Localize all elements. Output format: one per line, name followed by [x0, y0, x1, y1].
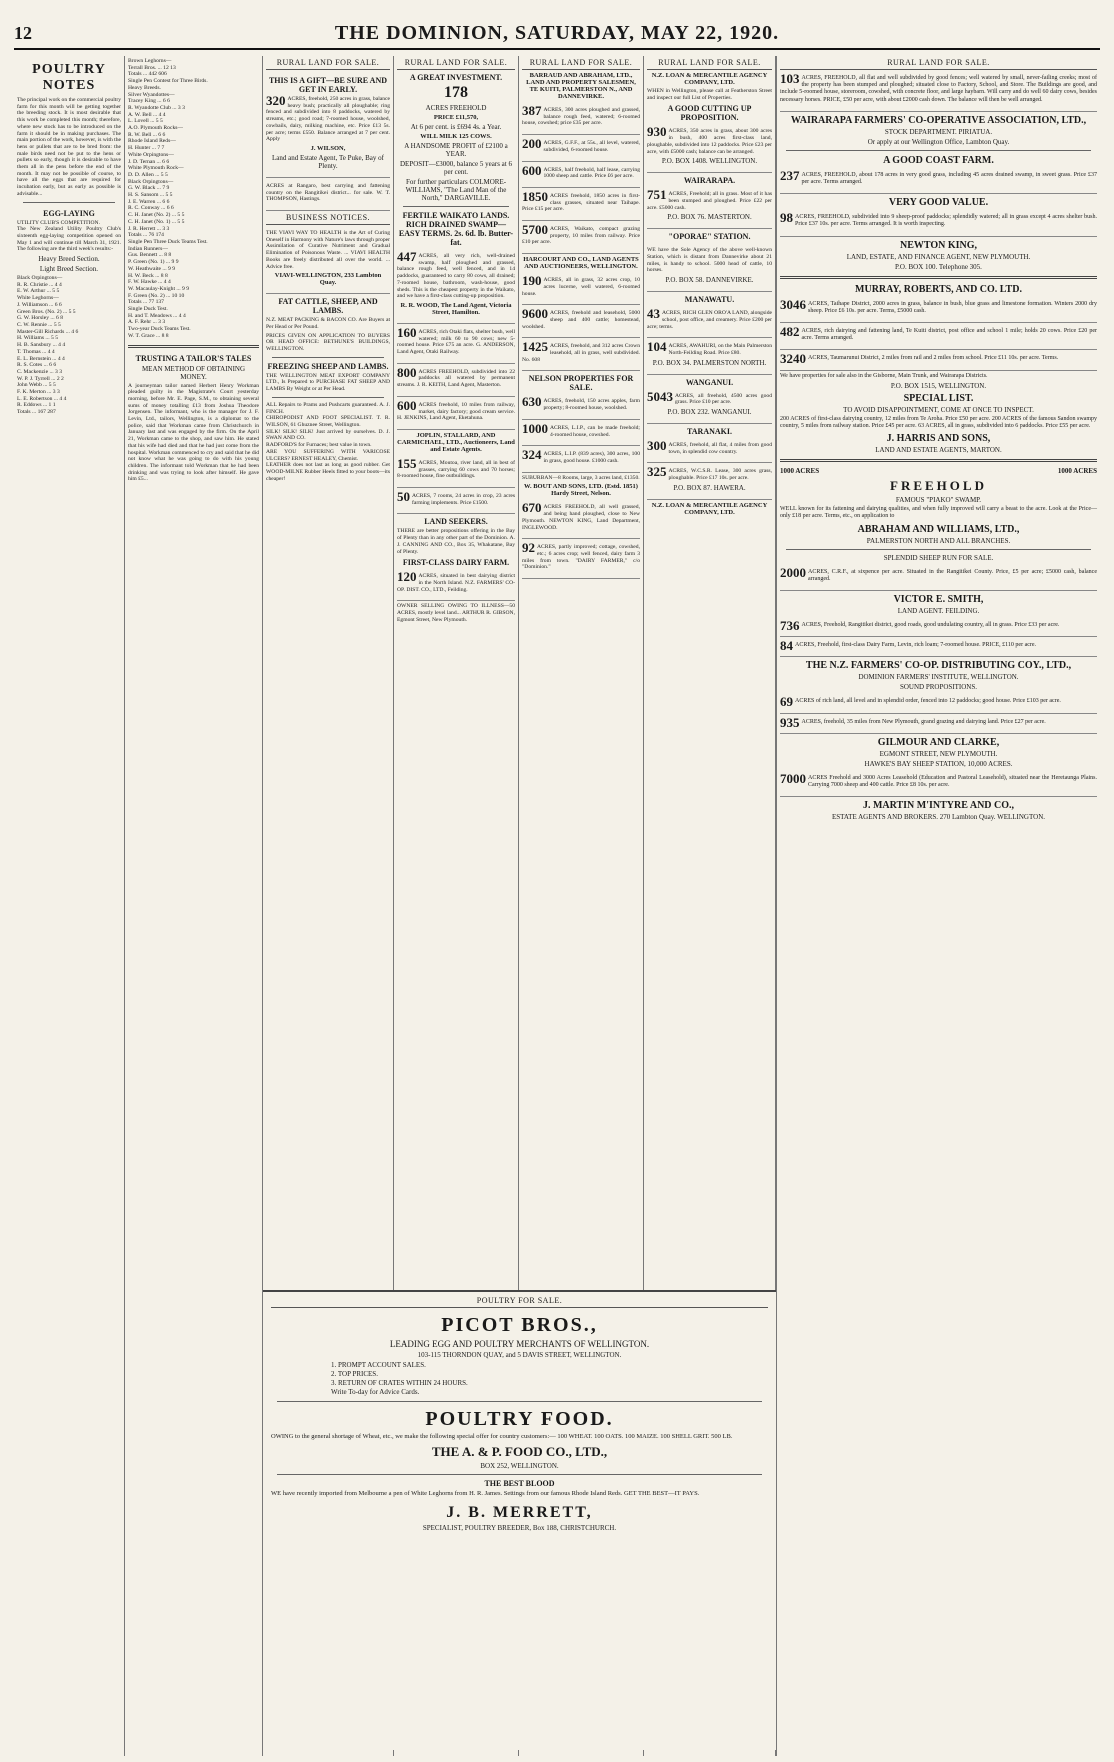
egg-laying-heading: EGG-LAYING: [43, 208, 95, 218]
column-poultry-notes: [14, 56, 125, 1756]
tailor-heading: TRUSTING A TAILOR'S TALES: [135, 353, 252, 363]
section-heading: RURAL LAND FOR SALE.: [647, 56, 772, 70]
tailor-body: A journeyman tailor named Herbert Henry Workman pleaded guilty in the Magistrate's Court yesterday morning, before Mr. E. Page, S.M., to obtaining several sums of money totalling £13 from Joshua Theodore Jorgensen. The informant, who is the manager for J. F. Levin, Ltd., tailors, Wellington, is a diplomat to the police, said that Workman came from Christchurch in January last and was engaged by the firm. On the April 21, Workman came to the shop, and saw him. He stated that his wife had died and that he had just come from the hospital. Workman commenced to cry and said that he did not know what he was going to do with his young children. The informant told Workman that he had been drinking and was trying to look after himself. He gave him £5...: [128, 382, 259, 483]
column-rural-land-2: RURAL LAND FOR SALE. A GREAT INVESTMENT. 178 ACRES FREEHOLD PRICE £11,570, At 6 per cent. is £694 4s. a Year. WILL MILK 125 COWS. A HANDSOME PROFIT of £2100 a YEAR. DEPOSIT—£3000, balance 5 years at 6 per cent. For further particulars COLMORE-WILLIAMS, "The Land Man of the North," DARGAVILLE. FERTILE WAIKATO LANDS. RICH DRAINED SWAMP—EASY TERMS. 2s. 6d. lb. Butter-fat. 447 ACRES, all very rich, well-drained swamp, half ploughed and grassed, balance rough feed, well fenced, and in 14 paddocks, guaranteed to carry 80 cows, all drained; 7-roomed house, bathroom, wash-house, good sheds. This is the cheapest property in the Waikato, and we have a first-class cutting-up proposition. R. R. WOOD, The Land Agent, Victoria Street, Hamilton. 160 ACRES, rich Otaki flats, shelter bush, well watered; milk 60 to 90 cows; new 5-roomed house. Price £75 an acre. G. ANDERSON, Land Agent, Otaki Railway. 800 ACRES FREEHOLD, subdivided into 22 paddocks all watered by permanent streams. J. R. KEITH, Land Agent, Masterton. 600 ACRES freehold, 10 miles from railway, market, dairy factory; good cream service. H. JENKINS, Land Agent, Eketahuna. JOPLIN, STALLARD, AND CARMICHAEL, LTD., Auctioneers, Land and Estate Agents. 155 ACRES, Moutoa, river land, all in best of grasses, carrying 60 cows and 70 horses; 8-roomed house, fine outbuildings. 50 ACRES, 7 rooms, 24 acres in crop, 23 acres farming implements. Price £1500. LAND SEEKERS. THERE are better propositions offering in the Bay of Plenty than in any other part of the Dominion. A. J. CANNING AND CO., Box 35, Whakatane, Bay of Plenty. FIRST-CLASS DAIRY FARM. 120 ACRES, situated in best dairying district in the North Island. N.Z. FARMERS' CO-OP. DIST. CO., LTD., Feilding. OWNER SELLING OWING TO ILLNESS—50 ACRES, mostly level land... ARTHUR R. GIBSON, Egmont Street, New Plymouth.: [394, 56, 519, 1756]
column-rural-land-3: RURAL LAND FOR SALE. BARRAUD AND ABRAHAM, LTD., LAND AND PROPERTY SALESMEN, TE KUITI, PALMERSTON N., AND DANNEVIRKE. 387 ACRES, 300 acres ploughed and grassed, balance rough feed, watered; 6-roomed house, cowshed; price £35 per acre. 200 ACRES, G.F.F., at 55s., all level, watered, subdivided, 6-roomed house. 600 ACRES, half freehold, half lease, carrying 1000 sheep and cattle. Price £6 per acre. 1850 ACRES freehold, 1850 acres in first-class grasses, situated near Taihape. Price £15 per acre. 5700 ACRES, Waikato, compact grazing property, 10 miles from railway. Price £10 per acre. HARCOURT AND CO., LAND AGENTS AND AUCTIONEERS, WELLINGTON. 190 ACRES, all in grass, 32 acres crop, 10 acres lucerne, well watered, 6-roomed house. 9600 ACRES, freehold and leasehold, 5000 sheep and 400 cattle; homestead, woolshed. 1425 ACRES, freehold, and 312 acres Crown leasehold, all in grass, well subdivided. No. 608 NELSON PROPERTIES FOR SALE. 630 ACRES, freehold, 150 acres apples, farm property; 8-roomed house, woolshed. 1000 ACRES, L.I.P., can be made freehold; 4-roomed house, cowshed. 324 ACRES, L.I.P. (839 acres), 300 acres, 100 in grass, good house. £1000 cash. SUBURBAN—8 Rooms, large, 3 acres land, £1350. W. BOUT AND SONS, LTD. (Estd. 1851) Hardy Street, Nelson. 670 ACRES FREEHOLD, all well grassed, and being hand ploughed, close to New Plymouth. NEWTON KING, Land Department, INGLEWOOD. 92 ACRES, partly improved; cottage, cowshed, etc.; 6 acres crop; well fenced, dairy farm 3 miles from town. "DAIRY FARMER," c/o "Dominion.": [519, 56, 644, 1756]
classified-ad: THE VIAVI WAY TO HEALTH is the Art of Curing Oneself in Harmony with Nature's laws through proper Assimilation of Curative Nutriment and Gradual Elimination of Poisonous Waste. ... VIAVI HEALTH Books are freely distributed all over the world. ... Advice free. VIAVI-WELLINGTON, 233 Lambton Quay.: [266, 225, 390, 294]
page-number: 12: [14, 23, 32, 43]
section-heading: POULTRY FOR SALE.: [271, 1294, 768, 1308]
egg-laying-intro: UTILITY CLUB'S COMPETITION. The New Zealand Utility Poultry Club's sixteenth egg-laying competition opened on May 1 and will continue till March 31, 1921. The following are the third week's results:-: [17, 219, 121, 253]
classified-ad: THIS IS A GIFT—BE SURE AND GET IN EARLY. 320 ACRES, freehold, 250 acres in grass, balance heavy bush; practically all ploughable; ring fenced and subdivided into 8 paddocks, watered by streams, etc.; good road; 7-roomed house, woolshed, cowbails, dairy, milking machine, etc. Price £13 5s. per acre; terms £550. Balance arranged at 7 per cent. Apply J. WILSON, Land and Estate Agent, Te Puke, Bay of Plenty.: [266, 70, 390, 178]
section-heading: RURAL LAND FOR SALE.: [522, 56, 640, 70]
merrett-heading: J. B. MERRETT,: [446, 1504, 593, 1521]
column-rural-land-1: RURAL LAND FOR SALE. THIS IS A GIFT—BE SURE AND GET IN EARLY. 320 ACRES, freehold, 250 acres in grass, balance heavy bush; practically all ploughable; ring fenced and subdivided into 8 paddocks, watered by streams, etc.; good road; 7-roomed house, woolshed, cowbails, dairy, milking machine, etc. Price £13 5s. per acre; terms £550. Balance arranged at 7 per cent. Apply J. WILSON, Land and Estate Agent, Te Puke, Bay of Plenty. ACRES at Rangaro, best carrying and fattening country on the Rangitikei district... for sale. W. T. THOMPSON, Hastings. BUSINESS NOTICES. THE VIAVI WAY TO HEALTH is the Art of Curing Oneself in Harmony with Nature's laws through proper Assimilation of Curative Nutriment and Gradual Elimination of Poisonous Waste. ... VIAVI HEALTH Books are freely distributed all over the world. ... Advice free. VIAVI-WELLINGTON, 233 Lambton Quay. FAT CATTLE, SHEEP, AND LAMBS. N.Z. MEAT PACKING & BACON CO. Are Buyers at Per Head or Per Pound. PRICES GIVEN ON APPLICATION TO BUYERS OR HEAD OFFICE: BETHUNE'S BUILDINGS, WELLINGTON. FREEZING SHEEP AND LAMBS. THE WELLINGTON MEAT EXPORT COMPANY LTD., Is Prepared to PURCHASE FAT SHEEP AND LAMBS By Weight or at Per Head. ALL Repairs to Prams and Pushcarts guaranteed. A. J. FINCH. CHIROPODIST AND FOOT SPECIALIST. T. R. WILSON, 61 Ghuznee Street, Wellington. SILK! SILK! SILK! Just arrived by ourselves. D. J. SWAN AND CO. RADFORD'S for Furnaces; best value in town. ARE YOU SUFFERING WITH VARICOSE ULCERS? ERNEST HEALEY, Chemist. LEATHER does not last as long as good rubber. Get WOOD-MILNE Rubber Heels fitted to your boots—its cheaper!: [263, 56, 394, 1756]
heavy-breed-heading: Heavy Breed Section.: [38, 255, 100, 264]
column-rural-land-wide: RURAL LAND FOR SALE. 103 ACRES, FREEHOLD, all flat and well subdivided by good fences; well watered by small, never-failing creeks; most of the property has been stumped and ploughed; situated close to Factory, School, and Store. The Buildings are good, and include 5-roomed house, storeroom, cowshed, with concrete floor, and large haybarn. Will carry and do well 60 dairy cows, besides necessary horses. PRICE, £50 per acre, with about £2000 cash down. The balance will then be well arranged. WAIRARAPA FARMERS' CO-OPERATIVE ASSOCIATION, LTD., STOCK DEPARTMENT. PIRIATUA. Or apply at our Wellington Office, Lambton Quay. A GOOD COAST FARM. 237 ACRES, FREEHOLD, about 178 acres in very good grass, including 45 acres drained swamp, in sweet grass. Price £37 per acre. Terms arranged. VERY GOOD VALUE. 98 ACRES, FREEHOLD, subdivided into 9 sheep-proof paddocks; splendidly watered; all in grass except 4 acres shelter bush. Price £37 10s. per acre. Terms arranged. It is worth inspecting. NEWTON KING, LAND, ESTATE, AND FINANCE AGENT, NEW PLYMOUTH. P.O. BOX 100. Telephone 305. MURRAY, ROBERTS, AND CO. LTD. 3046 ACRES, Taihape District, 2000 acres in grass, balance in bush, blue grass and limestone formation. Winters 2000 dry sheep. Price £6 10s. per acre. Terms, £5000 cash. 482 ACRES, rich dairying and fattening land, Te Kuiti district, post office and school 1 mile; holds 20 cows. Price £20 per acre. Terms arranged. 3240 ACRES, Taumarunui District, 2 miles from rail and 2 miles from school. Price £11 10s. per acre. Terms. We have properties for sale also in the Gisborne, Main Trunk, and Wairarapa Districts. P.O. BOX 1515, WELLINGTON. SPECIAL LIST. TO AVOID DISAPPOINTMENT, COME AT ONCE TO INSPECT. 200 ACRES of first-class dairying country, 12 miles from Te Aroha. Price £50 per acre. 200 ACRES of the famous Sandon swampy country, 5 miles from railway station. Price £45 per acre. 63 ACRES, all in grass, subdivided into 6 paddocks. Price £55 per acre. J. HARRIS AND SONS, LAND AND ESTATE AGENTS, MARTON. 1000 ACRES 1000 ACRES FREEHOLD FAMOUS "PIAKO" SWAMP. WELL known for its fattening and dairying qualities, and when fully improved will carry a beast to the acre. Look at the Price—only £18 per acre. Terms, etc., on application to ABRAHAM AND WILLIAMS, LTD., PALMERSTON NORTH AND ALL BRANCHES. SPLENDID SHEEP RUN FOR SALE. 2000 ACRES, C.R.F., at sixpence per acre. Situated in the Rangitikei County. Price, £5 per acre; £5000 cash, balance arranged. VICTOR E. SMITH, LAND AGENT. FEILDING. 736 ACRES, Freehold, Rangitikei district, good roads, good undulating country, all in grass. Price £33 per acre. 84 ACRES, Freehold, first-class Dairy Farm, Levin, rich loam; 7-roomed house. PRICE, £110 per acre. THE N.Z. FARMERS' CO-OP. DISTRIBUTING COY., LTD., DOMINION FARMERS' INSTITUTE, WELLINGTON. SOUND PROPOSITIONS. 69 ACRES of rich land, all level and in splendid order, fenced into 12 paddocks; good house. Price £103 per acre. 935 ACRES, freehold, 35 miles from New Plymouth, grand grazing and dairying land. Price £27 per acre. GILMOUR AND CLARKE, EGMONT STREET, NEW PLYMOUTH. HAWKE'S BAY SHEEP STATION, 10,000 ACRES. 7000 ACRES Freehold and 3000 Acres Leasehold (Education and Pastoral Leasehold), situated near the Heretaunga Plains. Carrying 7000 sheep and 400 cattle. Price £8 10s. per acre. J. MARTIN M'INTYRE AND CO., ESTATE AGENTS AND BROKERS. 270 Lambton Quay. WELLINGTON.: [776, 56, 1100, 1756]
poultry-notes-body: The principal work on the commercial poultry farm for this month will be getting together the breeding stock. It is most desirable that this work be completed this month; therefore, where new stock has to be introduced on the farm it should be in making purchases. The main portion of the work, however, is with the hens or pullets that are to be bred from: the male birds need not be put to the hens or pullets so early, though it is desirable to have them all in the pens before the end of the month. It may not be possible of course, to have all the eggs that are required for incubation early, but as early as possible is advisable...: [17, 97, 121, 197]
column-rural-land-4: RURAL LAND FOR SALE. N.Z. LOAN & MERCANTILE AGENCY COMPANY, LTD. WHEN in Wellington, please call at Featherston Street and inspect our full List of Properties. A GOOD CUTTING UP PROPOSITION. 930 ACRES, 350 acres in grass, about 300 acres in bush, 400 acres first-class land, ploughable, subdivided into 12 paddocks. Price £23 per acre, with £5000 cash; balance can be arranged. P.O. BOX 1408. WELLINGTON. WAIRARAPA. 751 ACRES, Freehold; all in grass. Most of it has been stumped and ploughed. Price £22 per acre. £5000 cash. P.O. BOX 76. MASTERTON. "OPORAE" STATION. WE have the Sole Agency of the above well-known Station, which is distant from Dannevirke about 21 miles, is handy to school. 5000 head of cattle, 10 horses. P.O. BOX 58. DANNEVIRKE. MANAWATU. 43 ACRES, RICH GLEN ORO'A LAND, alongside school, post office, and creamery. Price £200 per acre; terms. 104 ACRES, AWAHURI, on the Main Palmerston North-Feilding Road. Price £80. P.O. BOX 34. PALMERSTON NORTH. WANGANUI. 5043 ACRES, all freehold, 4500 acres good grass. Price £10 per acre. P.O. BOX 232. WANGANUI. TARANAKI. 300 ACRES, freehold, all flat, 4 miles from good town, in splendid cow country. 325 ACRES, W.C.S.R. Lease, 300 acres grass, ploughable. Price £17 10s. per acre. P.O. BOX 87. HAWERA. N.Z. LOAN & MERCANTILE AGENCY COMPANY, LTD.: [644, 56, 776, 1756]
poultry-food-heading: POULTRY FOOD.: [425, 1408, 614, 1430]
column-poultry-results: [125, 56, 263, 1756]
section-heading: RURAL LAND FOR SALE.: [397, 56, 515, 70]
poultry-results-list: Brown Leghorns— Terrall Bros. ... 12 13 Totals ... 442 606 Single Pen Contest for Three Birds. Heavy Breeds. Silver Wyandottes— Tracey King ... 6 6 R. Wyandotte Club ... 3 3 A. W. Bell ... 4 4 L. Lovell ... 5 5 A.O. Plymouth Rocks— R. W. Bell ... 6 6 Rhode Island Reds— H. Hunter ... 7 7 White Orpingtons— J. D. Ternan ... 6 6 White Plymouth Rock— D. D. Allen ... 5 5 Black Orpingtons— G. W. Black ... 7 9 H. S. Sansom ... 5 5 J. E. Warren ... 6 6 R. C. Conway ... 6 6 C. H. Janet (No. 2) ... 5 5 C. H. Janet (No. 1) ... 5 5 J. R. Herrett ... 3 3 Totals ... 76 174 Single Pen Three Duck Teams Test. Indian Runners— Gus. Bennett ... 8 8 P. Green (No. 1) ... 9 9 W. Heathwaite ... 9 9 H. W. Beck ... 8 8 F. W. Hawke ... 4 4 W. Macaulay-Knight ... 9 9 F. Green (No. 2) ... 10 10 Totals ... 77 137 Single Duck Test. H. and T. Meadows ... 4 4 A. F. Rehr ... 3 3 Two-year Duck Teams Test. W. T. Grace ... 8 8: [128, 58, 208, 339]
poultry-for-sale-block: POULTRY FOR SALE. PICOT BROS., LEADING EGG AND POULTRY MERCHANTS OF WELLINGTON. 103-115 THORNDON QUAY, and 5 DAVIS STREET, WELLINGTON. 1. PROMPT ACCOUNT SALES. 2. TOP PRICES. 3. RETURN OF CRATES WITHIN 24 HOURS. Write To-day for Advice Cards. POULTRY FOOD. OWING to the general shortage of Wheat, etc., we make the following special offer for country customers:— 100 WHEAT. 100 OATS. 100 MAIZE. 100 SHELL GRIT. 500 LB. THE A. & P. FOOD CO., LTD., BOX 252, WELLINGTON. THE BEST BLOOD WE have recently imported from Melbourne a pen of White Leghorns from H. R. James. Settings from our famous Rhode Island Reds. GET THE BEST—IT PAYS. J. B. MERRETT, SPECIALIST, POULTRY BREEDER, Box 188, CHRISTCHURCH.: [263, 1290, 776, 1750]
tailor-subheading: MEAN METHOD OF OBTAINING MONEY.: [141, 364, 246, 381]
section-heading: RURAL LAND FOR SALE.: [266, 56, 390, 70]
poultry-notes-heading: POULTRY NOTES: [32, 62, 106, 93]
section-heading: BUSINESS NOTICES.: [266, 211, 390, 225]
picot-bros-heading: PICOT BROS.,: [441, 1314, 598, 1336]
light-breed-heading: Light Breed Section.: [39, 265, 99, 274]
section-heading: RURAL LAND FOR SALE.: [780, 56, 1097, 70]
classified-ad: ACRES at Rangaro, best carrying and fattening country on the Rangitikei district... for sale. W. T. THOMPSON, Hastings.: [266, 178, 390, 211]
egg-results: Black Orpingtons— R. R. Christie ... 4 4 E. W. Arthur ... 5 5 White Leghorns— J. Williamson ... 6 6 Green Bros. (No. 2) ... 5 5 G. W. Horsley ... 6 8 C. W. Rennie ... 5 5 Master-Gill Richards ... 4 6 H. Williams ... 5 5 H. B. Sansbury ... 4 4 T. Thomas ... 4 4 E. L. Bernstein ... 4 4 R. S. Cotes ... 6 6 C. Mackenzie ... 3 3 W. P. J. Tyrrell ... 2 2 John Webb ... 5 5 F. K. Merton ... 3 3 L. E. Robertson ... 4 4 R. Eddows ... 1 1 Totals ... 167 287: [17, 275, 79, 416]
masthead: [14, 22, 1100, 50]
masthead-title: THE DOMINION, SATURDAY, MAY 22, 1920.: [334, 22, 780, 44]
